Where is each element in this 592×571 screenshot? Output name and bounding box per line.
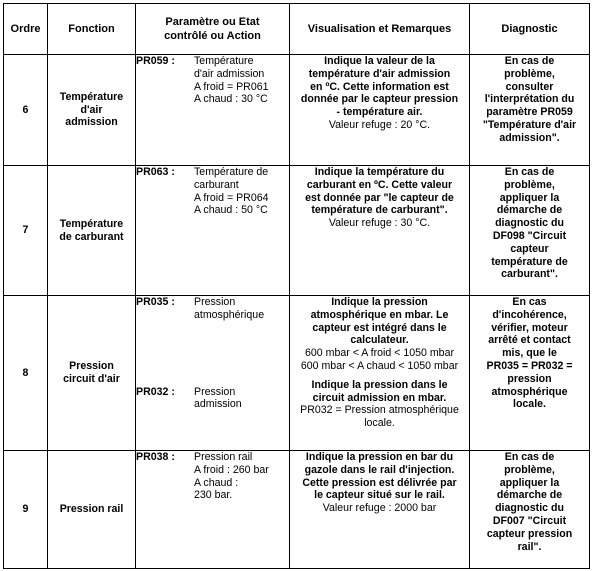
header-diagnostic: Diagnostic [470,4,590,55]
fonction-cell [48,166,136,296]
vis-line: 600 mbar < A chaud < 1050 mbar [300,359,459,372]
table-row [4,166,590,296]
vis-line: le capteur situé sur le rail. [314,489,445,502]
vis-line: Valeur refuge : 2000 bar [322,502,437,515]
diagnostic-cell [470,166,590,296]
header-parametre [136,4,290,55]
fonction-cell [48,55,136,166]
diag-line: admission". [499,131,560,144]
vis-line: PR032 = Pression atmosphérique [300,404,459,417]
fonction-cell [48,296,136,451]
vis-line: donnée par le capteur pression [300,93,459,106]
diag-line: DF098 "Circuit [492,229,567,242]
diag-line: PR035 = PR032 = [486,359,573,372]
vis-line: température de carburant". [311,204,448,217]
param-line: A chaud : [194,476,239,489]
vis-line: - température air. [336,106,423,119]
param-description [194,386,289,412]
fonction-line: Pression [69,360,114,373]
parametre-cell [136,296,290,451]
fonction-cell [48,451,136,569]
header-visualisation: Visualisation et Remarques [290,4,470,55]
diag-line: En cas de [504,451,555,463]
param-line: A chaud : 30 °C [194,93,268,106]
param-line: Température de [194,166,269,178]
diag-line: mis, que le [502,347,557,360]
param-group [136,55,289,106]
param-line: carburant [194,178,239,191]
diag-line: l'interprétation du [484,93,575,106]
diag-line: température de [491,255,568,268]
param-description [194,296,289,322]
table-row [4,296,590,451]
table-row [4,55,590,166]
diag-line: problème, [504,178,555,191]
parametre-cell [136,451,290,569]
diag-line: paramètre PR059 [486,106,573,119]
param-group [136,386,289,412]
visualisation-cell [290,55,470,166]
diag-line: En cas de [504,55,555,67]
param-code: PR059 : [136,55,175,67]
vis-line: en ºC. Cette information est [310,80,449,93]
parametre-cell [136,166,290,296]
diag-line: appliquer la [499,191,560,204]
fonction-line: admission [65,116,118,129]
diag-line: capteur [510,242,549,255]
diagnostic-cell [470,55,590,166]
diag-line: démarche de [496,489,563,502]
header-parametre-line: Paramètre ou Etat [165,16,260,28]
diag-line: En cas de [504,166,555,178]
diag-line: DF007 "Circuit [492,514,567,527]
param-line: Pression [194,296,236,308]
ordre-cell: 8 [4,296,48,451]
vis-line: est donnée par "le capteur de [305,191,454,204]
vis-line: Indique la pression [331,296,428,308]
ordre-cell: 9 [4,451,48,569]
table-row [4,451,590,569]
diag-line: problème, [504,67,555,80]
vis-line: Valeur refuge : 20 °C. [328,118,431,131]
visualisation-cell [290,166,470,296]
param-line: A froid = PR064 [194,191,269,204]
param-group [136,166,289,217]
param-line: atmosphérique [194,308,265,321]
diag-line: carburant". [501,268,558,281]
diag-line: rail". [517,540,542,553]
vis-line: atmosphérique en mbar. Le [310,308,449,321]
param-group [136,296,289,322]
diag-line: En cas [512,296,547,308]
param-line: A froid : 260 bar [194,463,269,476]
fonction-line: Température [59,90,124,103]
diagnostic-cell [470,451,590,569]
vis-line: calculateur. [350,334,409,347]
vis-line: carburant en ºC. Cette valeur [306,178,453,191]
param-description [194,55,289,106]
diagnostic-table [3,3,590,569]
param-line: Température [194,55,254,67]
vis-line: 600 mbar < A froid < 1050 mbar [305,347,454,360]
vis-line: température d'air admission [308,67,451,80]
parametre-cell [136,55,290,166]
param-line: A froid = PR061 [194,80,269,93]
fonction-line: Pression rail [59,503,124,516]
diag-line: diagnostic du [495,502,564,515]
vis-line: Indique la pression en bar du [305,451,454,463]
vis-line: gazole dans le rail d'injection. [304,463,455,476]
param-code: PR035 : [136,296,175,308]
ordre-cell: 7 [4,166,48,296]
header-row [4,4,590,55]
ordre-cell: 6 [4,55,48,166]
header-fonction: Fonction [48,4,136,55]
vis-line: Indique la température du [314,166,445,178]
diag-line: pression [507,372,552,385]
vis-line: Indique la valeur de la [324,55,435,67]
param-code: PR063 : [136,166,175,178]
fonction-line: circuit d'air [63,373,120,385]
header-ordre: Ordre [4,4,48,55]
param-line: Pression [194,385,236,398]
param-group [136,451,289,502]
diag-line: problème, [504,463,555,476]
visualisation-cell [290,296,470,451]
param-description [194,451,289,502]
header-parametre-line: contrôlé ou Action [164,30,261,42]
diag-line: consulter [505,80,554,93]
spacer [136,322,289,386]
visualisation-cell [290,451,470,569]
diag-line: démarche de [496,204,563,217]
param-line: Pression rail [194,451,253,463]
param-description [194,166,289,217]
diag-line: appliquer la [499,476,560,489]
param-line: 230 bar. [194,489,233,502]
vis-line: Cette pression est délivrée par [302,476,457,489]
diag-line: d'incohérence, [492,308,567,321]
diag-line: diagnostic du [495,217,564,230]
vis-line: locale. [364,417,395,430]
diag-line: capteur pression [486,527,573,540]
param-code: PR038 : [136,451,175,463]
param-line: A chaud : 50 °C [194,204,268,217]
fonction-line: Température [59,217,124,230]
param-line: admission [194,398,242,411]
param-code: PR032 : [136,385,175,398]
vis-line: Valeur refuge : 30 °C. [328,217,431,230]
diagnostic-cell [470,296,590,451]
fonction-line: d'air [80,103,103,116]
param-line: d'air admission [194,67,265,80]
diag-line: arrêté et contact [488,334,571,347]
fonction-line: de carburant [59,230,124,243]
vis-line: capteur est intégré dans le [312,321,447,334]
diag-line: "Température d'air [482,118,577,131]
diag-line: vérifier, moteur [491,321,568,334]
diag-line: locale. [513,398,546,411]
vis-line: circuit admission en mbar. [312,391,447,404]
diag-line: atmosphérique [491,385,568,398]
vis-line: Indique la pression dans le [311,378,448,391]
